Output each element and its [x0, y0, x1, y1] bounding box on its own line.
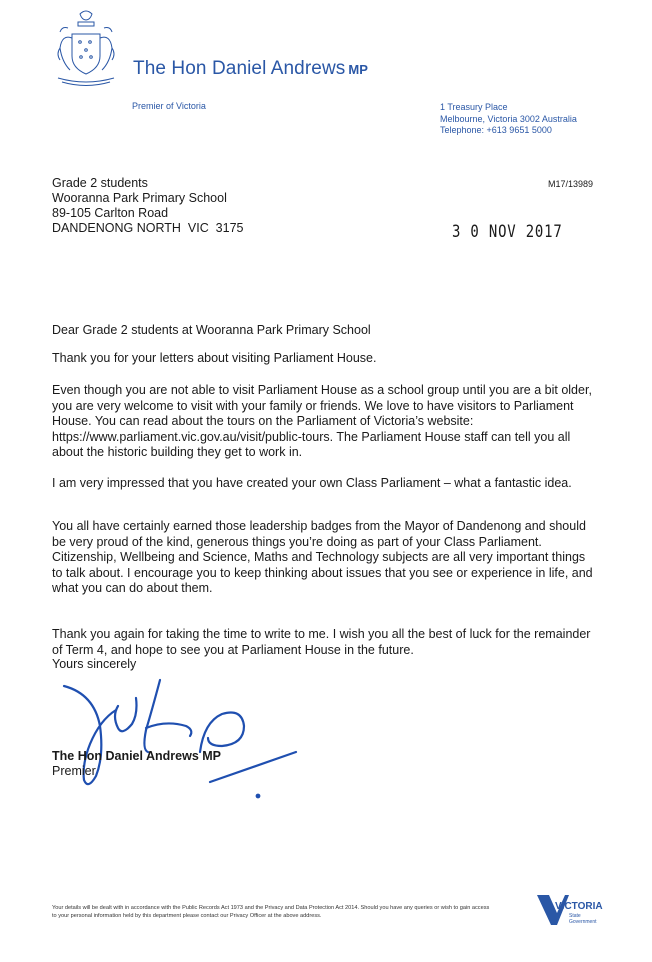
logo-sub: Government — [569, 919, 597, 925]
closing: Yours sincerely — [52, 657, 137, 671]
paragraph: You all have certainly earned those leadership badges from the Mayor of Dandenong and should be very proud of the kind, generous things you’re doing as part of your Class Parliament. Citizenship, Wellbeing and Science, Maths and Technology subjects are all very important things to talk about. I encourage you to keep thinking about issues that you see or experience in life, and what you can do about them. — [52, 519, 593, 595]
address-line: 1 Treasury Place — [440, 102, 508, 112]
signatory-name: The Hon Daniel Andrews MP — [52, 749, 222, 763]
sender-name — [133, 58, 368, 80]
address-line: Telephone: +613 9651 5000 — [440, 125, 552, 135]
salutation: Dear Grade 2 students at Wooranna Park Primary School — [52, 323, 371, 337]
sender-name-text: The Hon Daniel Andrews — [133, 58, 346, 79]
signatory-title: Premier — [52, 764, 96, 778]
logo-word: VICTORIA — [555, 901, 603, 912]
paragraph: Thank you for your letters about visiting Parliament House. — [52, 351, 377, 365]
victoria-government-logo — [535, 893, 607, 933]
sender-address — [440, 102, 577, 137]
date-stamp: 3 0 NOV 2017 — [452, 222, 563, 242]
handwritten-signature — [50, 668, 310, 808]
logo-sub: State — [569, 913, 581, 919]
address-line: Melbourne, Victoria 3002 Australia — [440, 113, 577, 124]
privacy-note: Your details will be dealt with in accordance with the Public Records Act 1973 and the Privacy and Data Protection Act 2014. Should you have any queries or wish to gain access to your personal information held by this department please contact our Privacy Officer at the above address. — [52, 905, 490, 919]
paragraph: Even though you are not able to visit Parliament House as a school group until you are a bit older, you are very welcome to visit with your family or friends. We love to have visitors to Parliament House. You can read about the tours on the Parliament of Victoria’s website: https://www.parliament.vic.gov.au/visit/public-tours. The Parliament House staff can tell you all about the historic building they get to work in. — [52, 383, 592, 459]
crest-icon — [50, 8, 122, 90]
recipient-line: 89-105 Carlton Road — [52, 206, 169, 220]
recipient-address — [52, 176, 243, 236]
sender-role: Premier of Victoria — [132, 101, 206, 111]
recipient-line: Grade 2 students — [52, 176, 148, 190]
reference-number: M17/13989 — [548, 179, 594, 189]
paragraph: Thank you again for taking the time to write to me. I wish you all the best of luck for the remainder of Term 4, and hope to see you at Parliament House in the future. — [52, 627, 591, 657]
sender-name-suffix: MP — [348, 62, 369, 77]
recipient-line: Wooranna Park Primary School — [52, 191, 227, 205]
paragraph: I am very impressed that you have created your own Class Parliament – what a fantastic idea. — [52, 476, 572, 490]
coat-of-arms-crest — [50, 8, 122, 90]
recipient-line: DANDENONG NORTH VIC 3175 — [52, 221, 244, 235]
